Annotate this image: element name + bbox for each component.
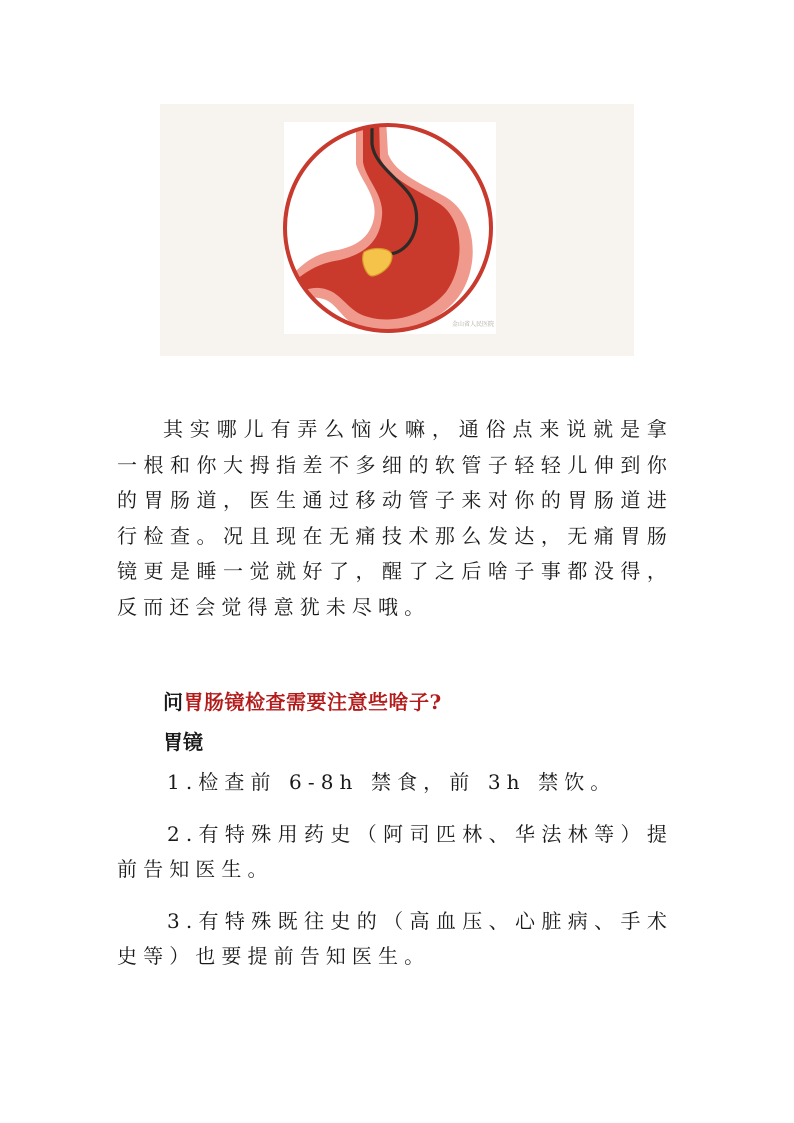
list-item: 1.检查前 6-8h 禁食，前 3h 禁饮。 <box>167 770 617 794</box>
precaution-list <box>117 765 673 991</box>
subheading-gastroscope: 胃镜 <box>163 730 203 754</box>
section-title <box>163 686 442 715</box>
section-prefix: 问 <box>163 690 184 714</box>
watermark-text: 金山省人民医院 <box>452 321 495 328</box>
stomach-illustration <box>160 104 634 356</box>
list-item: 2.有特殊用药史（阿司匹林、华法林等）提前告知医生。 <box>117 822 673 881</box>
stomach-endoscope-icon <box>160 104 634 356</box>
body-paragraph <box>117 412 673 625</box>
paragraph-text: 其实哪儿有弄么恼火嘛，通俗点来说就是拿一根和你大拇指差不多细的软管子轻轻儿伸到你的胃肠道，医生通过移动管子来对你的胃肠道进行检查。况且现在无痛技术那么发达，无痛胃肠镜更是睡一觉就好了，醒了之后啥子事都没得，反而还会觉得意犹未尽哦。 <box>117 417 673 619</box>
section-title-text: 胃肠镜检查需要注意些啥子? <box>183 690 442 714</box>
list-item: 3.有特殊既往史的（高血压、心脏病、手术史等）也要提前告知医生。 <box>117 909 673 968</box>
